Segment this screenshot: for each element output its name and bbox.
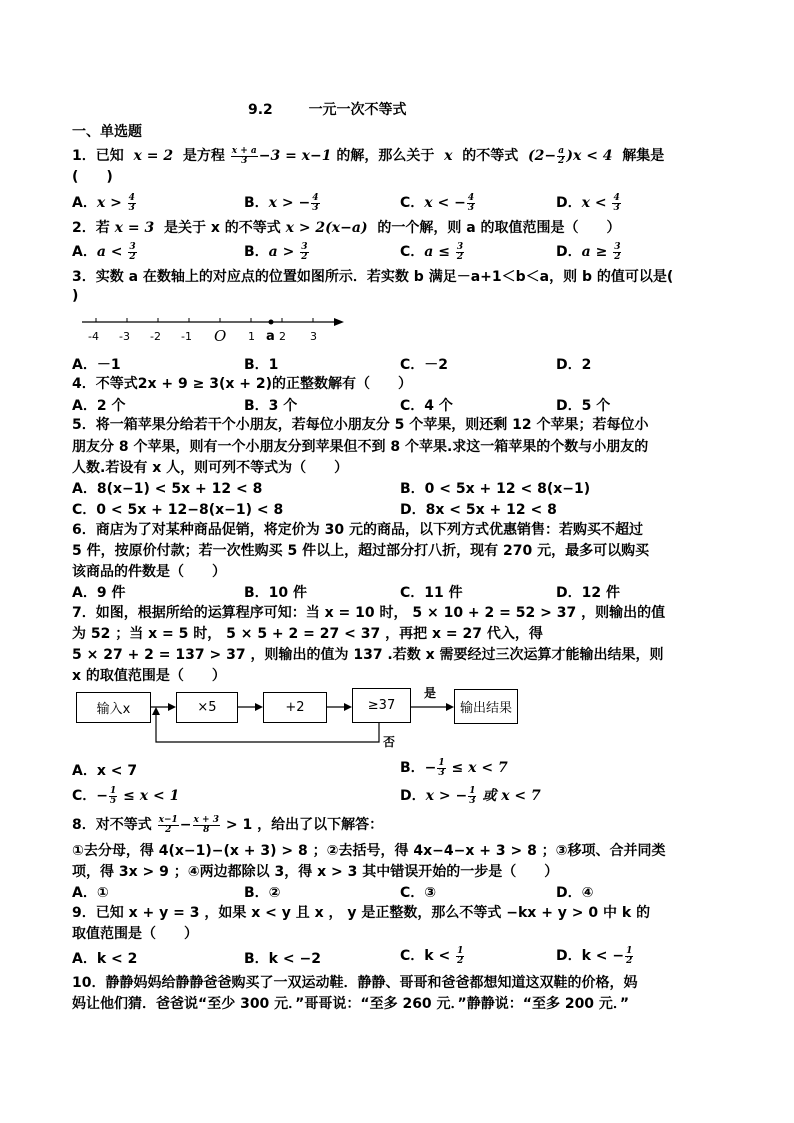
q4-option-c[interactable]: C．4 个: [400, 398, 453, 414]
flow-input-box: 输入x: [76, 692, 151, 723]
q1-math-x2: x = 2: [128, 148, 178, 164]
section-heading: 一、单选题: [72, 124, 142, 140]
tick-2: 2: [279, 330, 286, 343]
q2-stem: 2．若 x = 3 是关于 x 的不等式 x > 2(x−a) 的一个解，则 a 的取值范围是（ ）: [72, 220, 621, 236]
q1-option-d[interactable]: D．x < $\frac{4}{3}$: [556, 192, 620, 213]
q7-stem-line4: x 的取值范围是（ ）: [72, 668, 226, 684]
q3-stem-line1: 3．实数 a 在数轴上的对应点的位置如图所示．若实数 b 满足－a+1＜b＜a，则 b 的值可以是(: [72, 269, 674, 285]
flow-condition-box: ≥37: [352, 688, 411, 723]
q2-option-a[interactable]: A．a < $\frac{3}{2}$: [72, 241, 136, 262]
tick-origin: O: [214, 327, 227, 345]
q7-option-d[interactable]: D．x > − $\frac{1}{3}$ 或 x < 7: [400, 785, 541, 806]
q8-option-c[interactable]: C．③: [400, 885, 437, 901]
q6-option-b[interactable]: B．10 件: [244, 585, 308, 601]
page-title: [248, 99, 407, 119]
q6-option-a[interactable]: A．9 件: [72, 585, 126, 601]
q10-stem-line1: 10．静静妈妈给静静爸爸购买了一双运动鞋．静静、哥哥和爸爸都想知道这双鞋的价格，妈: [72, 975, 638, 991]
flow-output-box: 输出结果: [454, 689, 518, 724]
q3-option-a[interactable]: A．－1: [72, 357, 121, 373]
q1-stem: 1．已知 x = 2 是方程 $\frac{x + a}{3}$ −3 = x−1 的解，那么关于 x 的不等式 (2− $\frac{a}{2}$ )x < 4 解集是: [72, 145, 665, 166]
q6-option-d[interactable]: D．12 件: [556, 585, 620, 601]
tick-3: 3: [310, 330, 317, 343]
q3-option-b[interactable]: B．1: [244, 357, 279, 373]
title-text: 一元一次不等式: [308, 102, 407, 118]
q1-option-a[interactable]: A．x > $\frac{4}{3}$: [72, 192, 135, 213]
q5-option-b[interactable]: B．0 < 5x + 12 < 8(x−1): [400, 481, 591, 497]
q3-stem-line2: ): [72, 288, 79, 304]
q9-option-b[interactable]: B．k < −2: [244, 951, 321, 967]
q7-stem-line3: 5 × 27 + 2 = 137 > 37 ，则输出的值为 137 .若数 x 需要经过三次运算才能输出结果，则: [72, 647, 664, 663]
tick-neg4: -4: [88, 330, 99, 343]
flow-no-label: 否: [383, 735, 396, 749]
flow-times5-box: ×5: [176, 692, 238, 723]
tick-neg2: -2: [150, 330, 161, 343]
q3-option-d[interactable]: D．2: [556, 357, 592, 373]
q4-stem: 4．不等式2x + 9 ≥ 3(x + 2)的正整数解有（ ）: [72, 376, 412, 392]
q5-stem-line3: 人数.若设有 x 人，则可列不等式为（ ）: [72, 460, 349, 476]
q5-option-a[interactable]: A．8(x−1) < 5x + 12 < 8: [72, 481, 263, 497]
q8-stem: 8．对不等式 $\frac{x-1}{2}$ − $\frac{x + 3}{8}$ > 1 ，给出了以下解答：: [72, 814, 384, 835]
q8-option-a[interactable]: A．①: [72, 885, 109, 901]
q8-option-b[interactable]: B．②: [244, 885, 281, 901]
tick-1: 1: [248, 330, 255, 343]
q5-option-d[interactable]: D．8x < 5x + 12 < 8: [400, 502, 557, 518]
q1-option-b[interactable]: B．x > − $\frac{4}{3}$: [244, 192, 319, 213]
q2-option-c[interactable]: C．a ≤ $\frac{3}{2}$: [400, 241, 464, 262]
q9-option-d[interactable]: D．k < − $\frac{1}{2}$: [556, 945, 633, 966]
q2-option-b[interactable]: B．a > $\frac{3}{2}$: [244, 241, 308, 262]
q5-option-c[interactable]: C．0 < 5x + 12−8(x−1) < 8: [72, 502, 284, 518]
flow-yes-label: 是: [424, 686, 437, 700]
number-line: [78, 310, 348, 346]
q4-option-b[interactable]: B．3 个: [244, 398, 298, 414]
q8-stem-line2: ①去分母，得 4(x−1)−(x + 3) > 8 ；②去括号，得 4x−4−x + 3 > 8 ；③移项、合并同类: [72, 843, 666, 859]
q1-blank: ( ): [72, 169, 113, 185]
q2-option-d[interactable]: D．a ≥ $\frac{3}{2}$: [556, 241, 621, 262]
tick-neg3: -3: [119, 330, 130, 343]
q6-option-c[interactable]: C．11 件: [400, 585, 463, 601]
tick-a: a: [266, 329, 275, 344]
q5-stem-line1: 5．将一箱苹果分给若干个小朋友，若每位小朋友分 5 个苹果，则还剩 12 个苹果；若每位小: [72, 417, 649, 433]
q6-stem-line2: 5 件，按原价付款；若一次性购买 5 件以上，超过部分打八折，现有 270 元，最多可以购买: [72, 543, 650, 559]
q7-option-b[interactable]: B．− $\frac{1}{3}$ ≤ x < 7: [400, 757, 508, 778]
q9-option-c[interactable]: C．k < $\frac{1}{2}$: [400, 945, 464, 966]
q7-stem-line1: 7．如图，根据所给的运算程序可知：当 x = 10 时， 5 × 10 + 2 = 52 > 37 ，则输出的值: [72, 605, 666, 621]
q7-option-a[interactable]: A．x < 7: [72, 763, 138, 779]
q9-stem-line1: 9．已知 x + y = 3 ，如果 x < y 且 x ， y 是正整数，那么不等式 −kx + y > 0 中 k 的: [72, 905, 651, 921]
q7-stem-line2: 为 52 ；当 x = 5 时， 5 × 5 + 2 = 27 < 37 ，再把 x = 27 代入，得: [72, 626, 543, 642]
q1-option-c[interactable]: C．x < − $\frac{4}{3}$: [400, 192, 475, 213]
q9-stem-line2: 取值范围是（ ）: [72, 926, 198, 942]
q5-stem-line2: 朋友分 8 个苹果，则有一个小朋友分到苹果但不到 8 个苹果.求这一箱苹果的个数与小朋友的: [72, 439, 649, 455]
title-number: 9.2: [248, 102, 273, 118]
q4-option-a[interactable]: A．2 个: [72, 398, 126, 414]
q7-option-c[interactable]: C．− $\frac{1}{5}$ ≤ x < 1: [72, 785, 180, 806]
q10-stem-line2: 妈让他们猜．爸爸说“至少 300 元．”哥哥说：“至多 260 元．”静静说：“至多 200 元．”: [72, 996, 630, 1012]
q3-option-c[interactable]: C．－2: [400, 357, 449, 373]
tick-neg1: -1: [181, 330, 192, 343]
q6-stem-line1: 6．商店为了对某种商品促销，将定价为 30 元的商品，以下列方式优惠销售：若购买不超过: [72, 522, 643, 538]
q4-option-d[interactable]: D．5 个: [556, 398, 611, 414]
q9-option-a[interactable]: A．k < 2: [72, 951, 138, 967]
q8-option-d[interactable]: D．④: [556, 885, 594, 901]
flow-plus2-box: +2: [263, 692, 327, 723]
q8-stem-line3: 项，得 3x > 9 ；④两边都除以 3，得 x > 3 其中错误开始的一步是（ ）: [72, 864, 559, 880]
q6-stem-line3: 该商品的件数是（ ）: [72, 564, 226, 580]
